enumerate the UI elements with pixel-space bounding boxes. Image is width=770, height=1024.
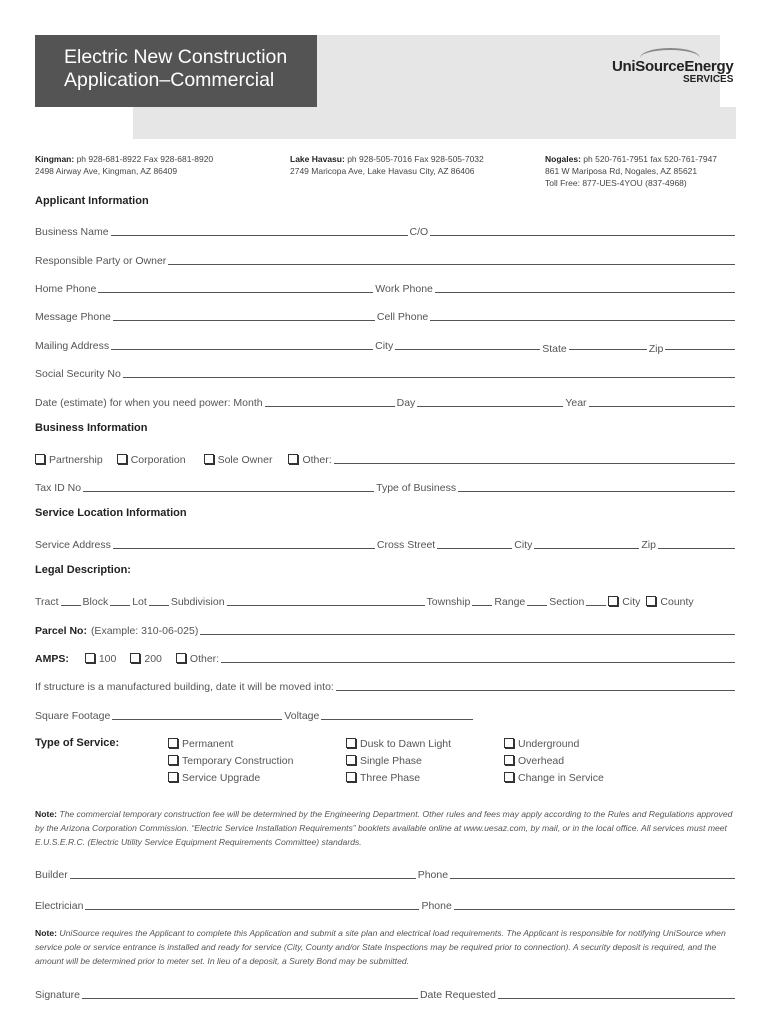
- business-name-label: Business Name: [35, 226, 109, 238]
- section-field[interactable]: [586, 593, 606, 606]
- amps-label: AMPS:: [35, 653, 69, 665]
- logo-name: UniSourceEnergy: [612, 58, 734, 75]
- partnership-option[interactable]: [35, 454, 103, 466]
- service-city-label: City: [514, 539, 533, 551]
- dusk-to-dawn-option[interactable]: [346, 736, 451, 753]
- office-name: Kingman:: [35, 154, 75, 164]
- township-field[interactable]: [472, 593, 492, 606]
- other-label: Other:: [302, 454, 332, 466]
- cross-street-field[interactable]: [437, 536, 512, 549]
- form-title-line1: Electric New Construction: [64, 46, 288, 68]
- logo-sub: SERVICES: [682, 74, 734, 85]
- checkbox-icon: [346, 755, 356, 765]
- cell-phone-field[interactable]: [430, 308, 735, 321]
- work-phone-field[interactable]: [435, 280, 735, 293]
- type-of-business-label: Type of Business: [376, 482, 457, 494]
- three-phase-label: Three Phase: [360, 772, 421, 784]
- row-signature: [35, 985, 737, 1001]
- row-home-phone: [35, 279, 737, 295]
- note-label: Note:: [35, 809, 57, 819]
- co-label: C/O: [409, 226, 429, 238]
- row-parcel: [35, 621, 737, 637]
- checkbox-icon: [130, 653, 140, 663]
- row-business-name: [35, 222, 737, 238]
- date-requested-label: Date Requested: [419, 989, 496, 1001]
- corporation-option[interactable]: [117, 454, 186, 466]
- mailing-address-label: Mailing Address: [35, 340, 110, 352]
- year-label: Year: [565, 397, 587, 409]
- ssn-field[interactable]: [123, 365, 735, 378]
- checkbox-icon: [346, 772, 356, 782]
- type-of-service-label: Type of Service:: [35, 737, 120, 749]
- note-text: UniSource requires the Applicant to complete this Application and submit a site plan and electrical load requirements. The Applicant is responsible for notifying UniSource when service pole or service entrance is installed and ready for service (City, County and/or State Inspections may be required prior to connection). A security deposit is required, and the amount will be determined prior to meter set. In lieu of a deposit, a Surety Bond may be submitted.: [35, 928, 726, 966]
- service-zip-label: Zip: [641, 539, 656, 551]
- other-option[interactable]: [288, 454, 331, 466]
- change-in-service-option[interactable]: [504, 770, 604, 787]
- office-phone: ph 928-681-8922 Fax 928-681-8920: [76, 154, 214, 164]
- city-label: City: [375, 340, 394, 352]
- amps-other-label: Other:: [189, 653, 220, 665]
- section-service-location: Service Location Information: [35, 507, 187, 519]
- voltage-field[interactable]: [321, 707, 473, 720]
- state-label: State: [542, 343, 567, 355]
- office-address: 2498 Airway Ave, Kingman, AZ 86409: [35, 166, 178, 176]
- month-label: Date (estimate) for when you need power: Month: [35, 397, 263, 409]
- row-business-type: [35, 450, 737, 466]
- service-col1: [168, 736, 293, 787]
- amps-other-field[interactable]: [221, 650, 735, 663]
- checkbox-icon: [85, 653, 95, 663]
- checkbox-icon: [608, 596, 618, 606]
- office-name: Lake Havasu:: [290, 154, 345, 164]
- manufactured-field[interactable]: [336, 678, 735, 691]
- amps-200-label: 200: [144, 653, 162, 665]
- builder-phone-label: Phone: [417, 869, 449, 881]
- parcel-field[interactable]: [200, 622, 735, 635]
- block-label: Block: [82, 596, 109, 608]
- legal-city-label: City: [622, 596, 641, 608]
- home-phone-label: Home Phone: [35, 283, 97, 295]
- section-business: Business Information: [35, 422, 148, 434]
- state-field[interactable]: [569, 337, 647, 350]
- underground-option[interactable]: [504, 736, 604, 753]
- amps-other-option[interactable]: [176, 653, 219, 665]
- amps-100-label: 100: [98, 653, 117, 665]
- corporation-label: Corporation: [130, 454, 186, 466]
- electrician-field[interactable]: [85, 897, 419, 910]
- checkbox-icon: [504, 738, 514, 748]
- tract-label: Tract: [35, 596, 59, 608]
- checkbox-icon: [117, 454, 127, 464]
- home-phone-field[interactable]: [98, 280, 373, 293]
- cell-phone-label: Cell Phone: [376, 311, 429, 323]
- checkbox-icon: [168, 755, 178, 765]
- checkbox-icon: [35, 454, 45, 464]
- month-field[interactable]: [265, 394, 395, 407]
- office-address: 861 W Mariposa Rd, Nogales, AZ 85621: [545, 166, 698, 176]
- date-requested-field[interactable]: [498, 986, 735, 999]
- day-field[interactable]: [417, 394, 563, 407]
- range-field[interactable]: [527, 593, 547, 606]
- row-amps: [35, 649, 737, 665]
- business-name-field[interactable]: [111, 223, 408, 236]
- row-builder: [35, 865, 737, 881]
- checkbox-icon: [346, 738, 356, 748]
- other-field[interactable]: [334, 451, 735, 464]
- section-legal: Legal Description:: [35, 564, 131, 576]
- sole-owner-label: Sole Owner: [217, 454, 273, 466]
- square-footage-field[interactable]: [112, 707, 282, 720]
- office-name: Nogales:: [545, 154, 581, 164]
- row-manufactured: [35, 677, 737, 693]
- builder-phone-field[interactable]: [450, 866, 735, 879]
- subdivision-field[interactable]: [227, 593, 425, 606]
- checkbox-icon: [504, 772, 514, 782]
- checkbox-icon: [176, 653, 186, 663]
- work-phone-label: Work Phone: [375, 283, 433, 295]
- single-phase-option[interactable]: [346, 753, 451, 770]
- tax-id-label: Tax ID No: [35, 482, 82, 494]
- tract-field[interactable]: [61, 593, 81, 606]
- office-phone: ph 928-505-7016 Fax 928-505-7032: [347, 154, 484, 164]
- row-message-phone: [35, 307, 737, 323]
- service-zip-field[interactable]: [658, 536, 735, 549]
- cross-street-label: Cross Street: [376, 539, 436, 551]
- office-lake-havasu: [290, 153, 484, 177]
- square-footage-label: Square Footage: [35, 710, 111, 722]
- responsible-label: Responsible Party or Owner: [35, 255, 167, 267]
- section-applicant: Applicant Information: [35, 195, 149, 207]
- row-date: [35, 393, 737, 409]
- parcel-label: Parcel No:: [35, 625, 87, 637]
- manufactured-label: If structure is a manufactured building, date it will be moved into:: [35, 681, 334, 693]
- single-phase-label: Single Phase: [360, 755, 422, 767]
- service-city-field[interactable]: [534, 536, 639, 549]
- signature-field[interactable]: [82, 986, 418, 999]
- checkbox-icon: [288, 454, 298, 464]
- office-nogales: [545, 153, 717, 189]
- electrician-phone-label: Phone: [421, 900, 452, 912]
- row-service-address: [35, 535, 737, 551]
- office-address: 2749 Maricopa Ave, Lake Havasu City, AZ 86406: [290, 166, 475, 176]
- service-address-label: Service Address: [35, 539, 111, 551]
- city-field[interactable]: [395, 337, 540, 350]
- township-label: Township: [426, 596, 471, 608]
- day-label: Day: [396, 397, 416, 409]
- service-upgrade-option[interactable]: [168, 770, 293, 787]
- checkbox-icon: [168, 772, 178, 782]
- three-phase-option[interactable]: [346, 770, 451, 787]
- checkbox-icon: [168, 738, 178, 748]
- zip-label: Zip: [648, 343, 664, 355]
- office-kingman: [35, 153, 213, 177]
- lot-label: Lot: [132, 596, 147, 608]
- section-label: Section: [549, 596, 585, 608]
- ssn-label: Social Security No: [35, 368, 121, 380]
- electrician-phone-field[interactable]: [454, 897, 735, 910]
- office-tollfree: Toll Free: 877-UES-4YOU (837-4968): [545, 178, 687, 188]
- message-phone-field[interactable]: [113, 308, 375, 321]
- company-logo: [612, 58, 733, 85]
- signature-label: Signature: [35, 989, 80, 1001]
- change-in-service-label: Change in Service: [518, 772, 604, 784]
- row-tax: [35, 478, 737, 494]
- row-ssn: [35, 364, 737, 380]
- checkbox-icon: [204, 454, 214, 464]
- note-requirements: [35, 926, 735, 968]
- range-label: Range: [494, 596, 526, 608]
- electrician-label: Electrician: [35, 900, 84, 912]
- builder-field[interactable]: [70, 866, 416, 879]
- overhead-label: Overhead: [518, 755, 565, 767]
- underground-label: Underground: [518, 738, 580, 750]
- service-address-field[interactable]: [113, 536, 375, 549]
- service-col3: [504, 736, 604, 787]
- message-phone-label: Message Phone: [35, 311, 111, 323]
- row-responsible: [35, 251, 737, 267]
- responsible-field[interactable]: [168, 252, 735, 265]
- permanent-option[interactable]: [168, 736, 293, 753]
- subdivision-label: Subdivision: [170, 596, 225, 608]
- type-of-business-field[interactable]: [458, 479, 735, 492]
- amps-200-option[interactable]: [130, 653, 162, 665]
- temporary-construction-option[interactable]: [168, 753, 293, 770]
- builder-label: Builder: [35, 869, 68, 881]
- permanent-label: Permanent: [182, 738, 234, 750]
- zip-field[interactable]: [665, 337, 735, 350]
- row-electrician: [35, 896, 737, 912]
- partnership-label: Partnership: [49, 454, 103, 466]
- sole-owner-option[interactable]: [204, 454, 273, 466]
- overhead-option[interactable]: [504, 753, 604, 770]
- tax-id-field[interactable]: [83, 479, 374, 492]
- co-field[interactable]: [430, 223, 735, 236]
- service-upgrade-label: Service Upgrade: [182, 772, 261, 784]
- form-title-line2: Application–Commercial: [64, 69, 275, 91]
- legal-county-option[interactable]: [646, 596, 693, 608]
- block-field[interactable]: [110, 593, 130, 606]
- header-band-lower: [133, 107, 736, 139]
- office-phone: ph 520-761-7951 fax 520-761-7947: [583, 154, 718, 164]
- checkbox-icon: [646, 596, 656, 606]
- year-field[interactable]: [589, 394, 735, 407]
- voltage-label: Voltage: [284, 710, 320, 722]
- note-text: The commercial temporary construction fee will be determined by the Engineering Department. Other rules and fees may apply according to the Rules and Regulations approved by the Arizona Corporation Commission. “Electric Service Installation Requirements” booklets available online at www.uesaz.com, by mail, or in the local office. All services must meet E.U.S.E.R.C. (Electric Utility Service Equipment Requirements Committee) standards.: [35, 809, 733, 847]
- service-col2: [346, 736, 451, 787]
- legal-county-label: County: [660, 596, 694, 608]
- row-footage: [35, 706, 475, 722]
- row-legal: [35, 592, 737, 608]
- temporary-construction-label: Temporary Construction: [182, 755, 294, 767]
- form-title: [64, 46, 287, 92]
- amps-100-option[interactable]: [85, 653, 117, 665]
- note-label: Note:: [35, 928, 57, 938]
- note-fees: [35, 807, 735, 849]
- legal-city-option[interactable]: [608, 596, 640, 608]
- mailing-address-field[interactable]: [111, 337, 373, 350]
- lot-field[interactable]: [149, 593, 169, 606]
- parcel-example: (Example: 310-06-025): [90, 625, 199, 637]
- row-mailing: [35, 336, 737, 355]
- dusk-to-dawn-label: Dusk to Dawn Light: [360, 738, 452, 750]
- checkbox-icon: [504, 755, 514, 765]
